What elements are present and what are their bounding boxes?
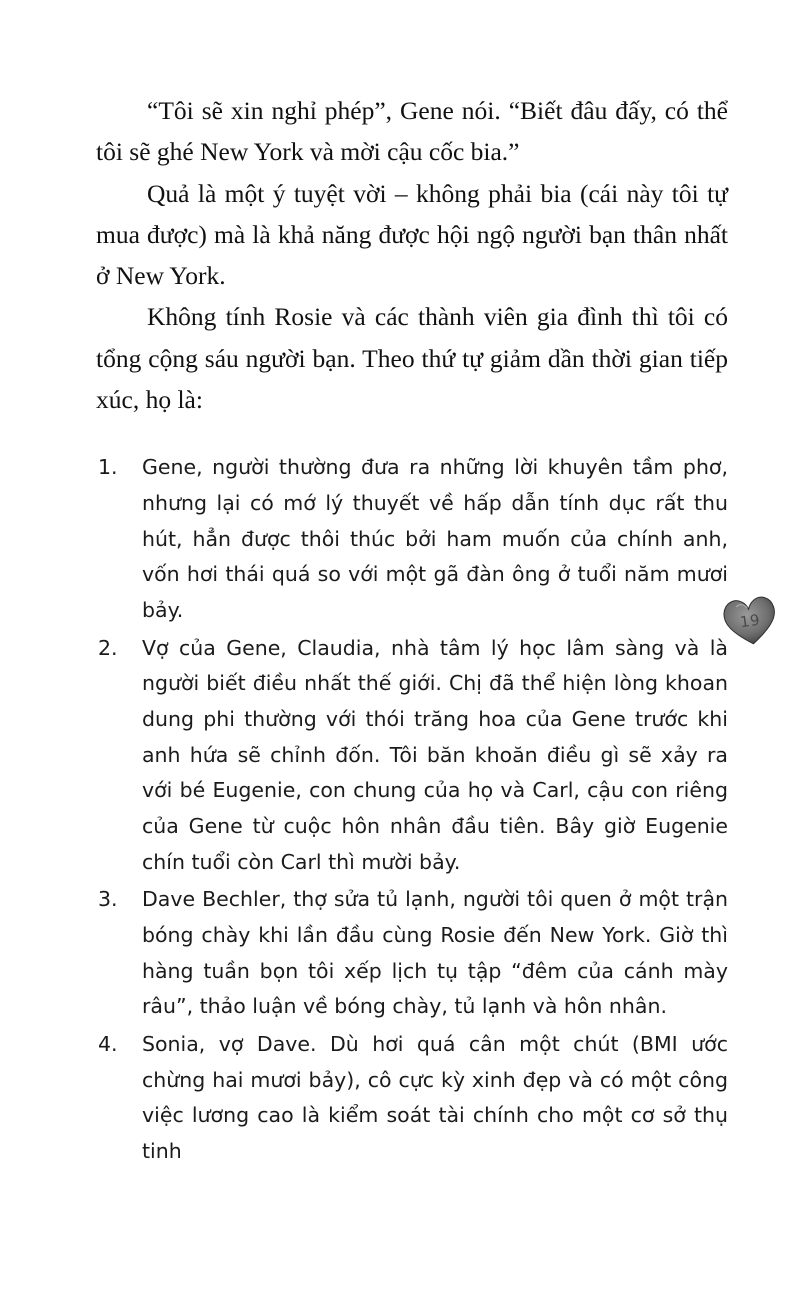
list-item-number: 4. xyxy=(98,1031,118,1056)
list-item-number: 3. xyxy=(98,887,118,912)
prose-block xyxy=(96,90,728,420)
list-item xyxy=(96,882,728,1025)
list-item-text: Gene, người thường đưa ra những lời khuyên tầm phơ, nhưng lại có mớ lý thuyết về hấp dẫn tính dục rất thu hút, hẳn được thôi thúc bởi ham muốn của chính anh, vốn hơi thái quá so với một gã đàn ông ở tuổi năm mươi bảy. xyxy=(142,455,728,622)
list-item-number: 1. xyxy=(98,455,118,480)
list-item xyxy=(96,631,728,881)
list-item xyxy=(96,1027,728,1170)
list-item xyxy=(96,450,728,628)
list-item-text: Sonia, vợ Dave. Dù hơi quá cân một chút (BMI ước chừng hai mươi bảy), cô cực kỳ xinh đẹp và có một công việc lương cao là kiểm soát tài chính cho một cơ sở thụ tinh xyxy=(142,1031,728,1163)
list-item-number: 2. xyxy=(98,635,118,660)
page-number-ornament xyxy=(718,588,782,650)
paragraph: Quả là một ý tuyệt vời – không phải bia (cái này tôi tự mua được) mà là khả năng được hội ngộ người bạn thân nhất ở New York. xyxy=(96,178,728,291)
list-item-text: Vợ của Gene, Claudia, nhà tâm lý học lâm sàng và là người biết điều nhất thế giới. Chị đã thể hiện lòng khoan dung phi thường với thói trăng hoa của Gene trước khi anh hứa sẽ chỉnh đốn. Tôi băn khoăn điều gì sẽ xảy ra với bé Eugenie, con chung của họ và Carl, cậu con riêng của Gene từ cuộc hôn nhân đầu tiên. Bây giờ Eugenie chín tuổi còn Carl thì mười bảy. xyxy=(142,635,728,874)
page-number: 19 xyxy=(738,610,762,632)
list-item-text: Dave Bechler, thợ sửa tủ lạnh, người tôi quen ở một trận bóng chày khi lần đầu cùng Rosie đến New York. Giờ thì hàng tuần bọn tôi xếp lịch tụ tập “đêm của cánh mày râu”, thảo luận về bóng chày, tủ lạnh và hôn nhân. xyxy=(142,887,728,1019)
numbered-list xyxy=(96,450,728,1169)
paragraph: “Tôi sẽ xin nghỉ phép”, Gene nói. “Biết đâu đấy, có thể tôi sẽ ghé New York và mời cậu cốc bia.” xyxy=(96,96,728,167)
paragraph: Không tính Rosie và các thành viên gia đình thì tôi có tổng cộng sáu người bạn. Theo thứ tự giảm dần thời gian tiếp xúc, họ là: xyxy=(96,302,728,415)
